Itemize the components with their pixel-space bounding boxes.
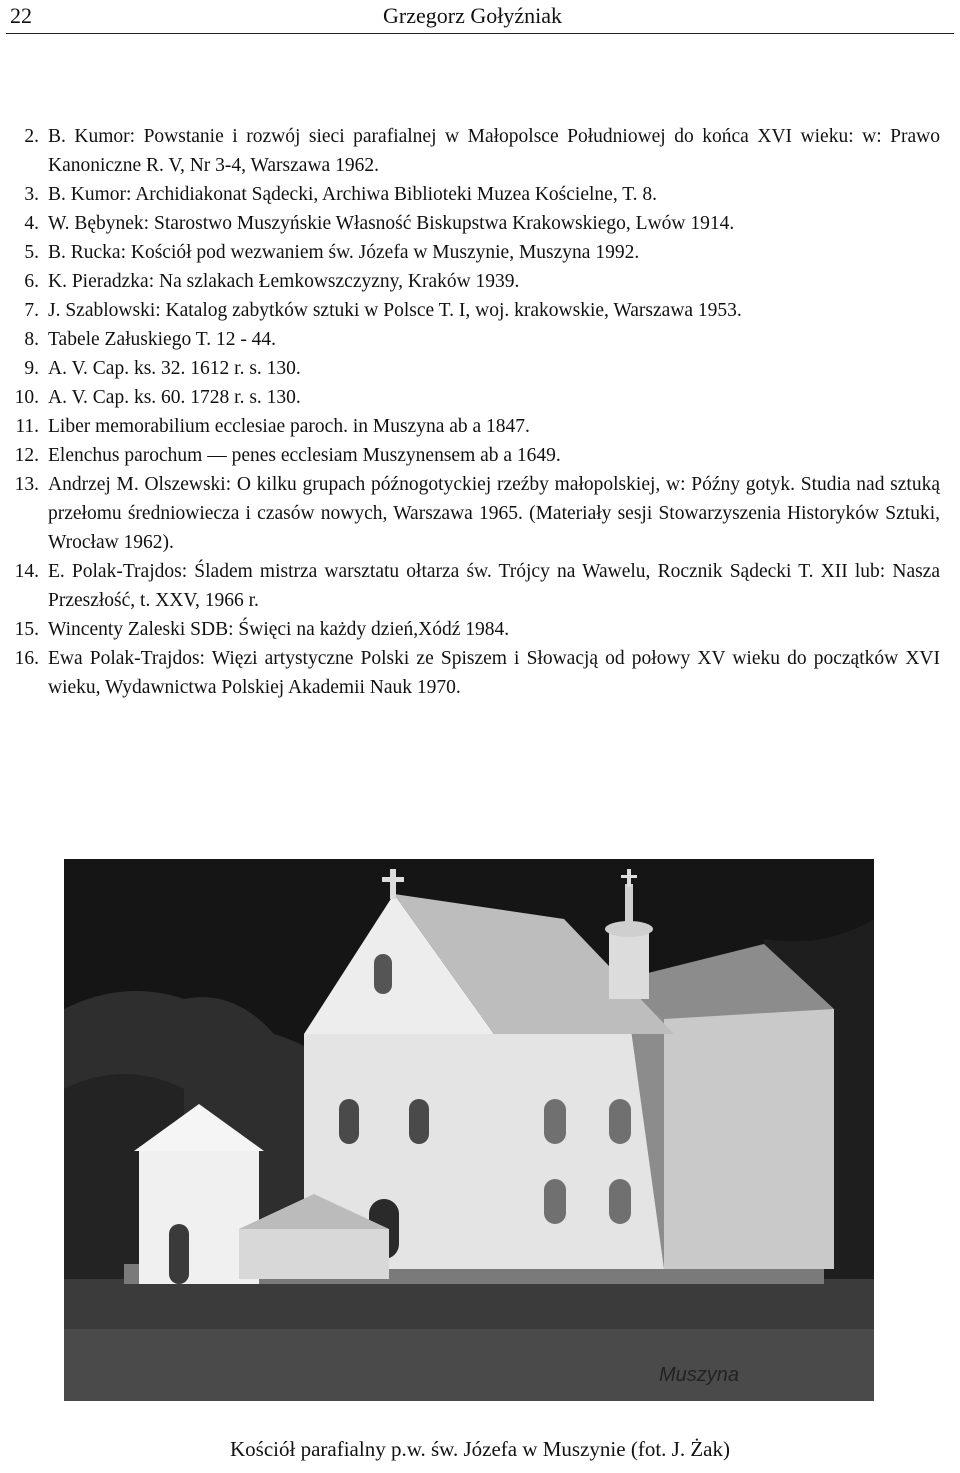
reference-item bbox=[8, 209, 940, 238]
reference-item bbox=[8, 470, 940, 557]
reference-item bbox=[8, 122, 940, 180]
reference-item bbox=[8, 615, 940, 644]
reference-number: 9. bbox=[24, 358, 39, 379]
reference-text: Liber memorabilium ecclesiae paroch. in Muszyna ab a 1847. bbox=[48, 416, 530, 437]
reference-number: 12. bbox=[14, 445, 39, 466]
reference-number: 4. bbox=[24, 213, 39, 234]
reference-number: 13. bbox=[14, 474, 39, 495]
reference-item bbox=[8, 238, 940, 267]
reference-item bbox=[8, 441, 940, 470]
reference-item bbox=[8, 267, 940, 296]
church-photo bbox=[64, 859, 874, 1401]
reference-item bbox=[8, 383, 940, 412]
reference-number: 11. bbox=[15, 416, 39, 437]
reference-text: K. Pieradzka: Na szlakach Łemkowszczyzny, Kraków 1939. bbox=[48, 271, 520, 292]
reference-number: 6. bbox=[24, 271, 39, 292]
page-number: 22 bbox=[10, 3, 32, 28]
reference-number: 7. bbox=[24, 300, 39, 321]
reference-text: W. Bębynek: Starostwo Muszyńskie Własność Biskupstwa Krakowskiego, Lwów 1914. bbox=[48, 213, 735, 234]
photo-inscription: Muszyna bbox=[659, 1364, 740, 1386]
reference-item bbox=[8, 644, 940, 702]
reference-text: Ewa Polak-Trajdos: Więzi artystyczne Polski ze Spiszem i Słowacją od połowy XV wieku do początków XVI wieku, Wydawnictwa Polskiej Akademii Nauk 1970. bbox=[48, 648, 940, 698]
reference-text: Andrzej M. Olszewski: O kilku grupach późnogotyckiej rzeźby małopolskiej, w: Późny gotyk. Studia nad sztuką przełomu średniowiecza i czasów nowych, Warszawa 1965. (Materiały sesji Stowarzyszenia Historyków Sztuki, Wrocław 1962). bbox=[48, 474, 940, 553]
reference-text: A. V. Cap. ks. 60. 1728 r. s. 130. bbox=[48, 387, 301, 408]
reference-item bbox=[8, 180, 940, 209]
reference-number: 16. bbox=[14, 648, 39, 669]
reference-number: 10. bbox=[14, 387, 39, 408]
reference-list bbox=[8, 122, 940, 702]
reference-text: B. Rucka: Kościół pod wezwaniem św. Józefa w Muszynie, Muszyna 1992. bbox=[48, 242, 640, 263]
reference-text: E. Polak-Trajdos: Śladem mistrza warsztatu ołtarza św. Trójcy na Wawelu, Rocznik Sądecki T. XII lub: Nasza Przeszłość, t. XXV, 1966 r. bbox=[48, 561, 940, 611]
reference-item bbox=[8, 354, 940, 383]
reference-text: B. Kumor: Powstanie i rozwój sieci parafialnej w Małopolsce Południowej do końca XVI wieku: w: Prawo Kanoniczne R. V, Nr 3-4, Warszawa 1962. bbox=[48, 126, 940, 176]
reference-number: 8. bbox=[24, 329, 39, 350]
reference-item bbox=[8, 296, 940, 325]
reference-number: 5. bbox=[24, 242, 39, 263]
header-rule bbox=[6, 33, 954, 34]
reference-item bbox=[8, 412, 940, 441]
reference-number: 14. bbox=[14, 561, 39, 582]
reference-number: 3. bbox=[24, 184, 39, 205]
running-title: Grzegorz Gołyźniak bbox=[383, 3, 562, 28]
reference-item bbox=[8, 325, 940, 354]
reference-text: J. Szablowski: Katalog zabytków sztuki w Polsce T. I, woj. krakowskie, Warszawa 1953. bbox=[48, 300, 742, 321]
reference-number: 15. bbox=[14, 619, 39, 640]
reference-number: 2. bbox=[24, 126, 39, 147]
reference-text: A. V. Cap. ks. 32. 1612 r. s. 130. bbox=[48, 358, 301, 379]
reference-text: Tabele Załuskiego T. 12 - 44. bbox=[48, 329, 277, 350]
reference-text: Wincenty Zaleski SDB: Święci na każdy dzień,Xódź 1984. bbox=[48, 619, 510, 640]
reference-item bbox=[8, 557, 940, 615]
reference-text: Elenchus parochum — penes ecclesiam Muszynensem ab a 1649. bbox=[48, 445, 561, 466]
reference-text: B. Kumor: Archidiakonat Sądecki, Archiwa Biblioteki Muzea Kościelne, T. 8. bbox=[48, 184, 658, 205]
figure-caption: Kościół parafialny p.w. św. Józefa w Muszynie (fot. J. Żak) bbox=[230, 1437, 730, 1461]
page-header bbox=[0, 0, 960, 36]
